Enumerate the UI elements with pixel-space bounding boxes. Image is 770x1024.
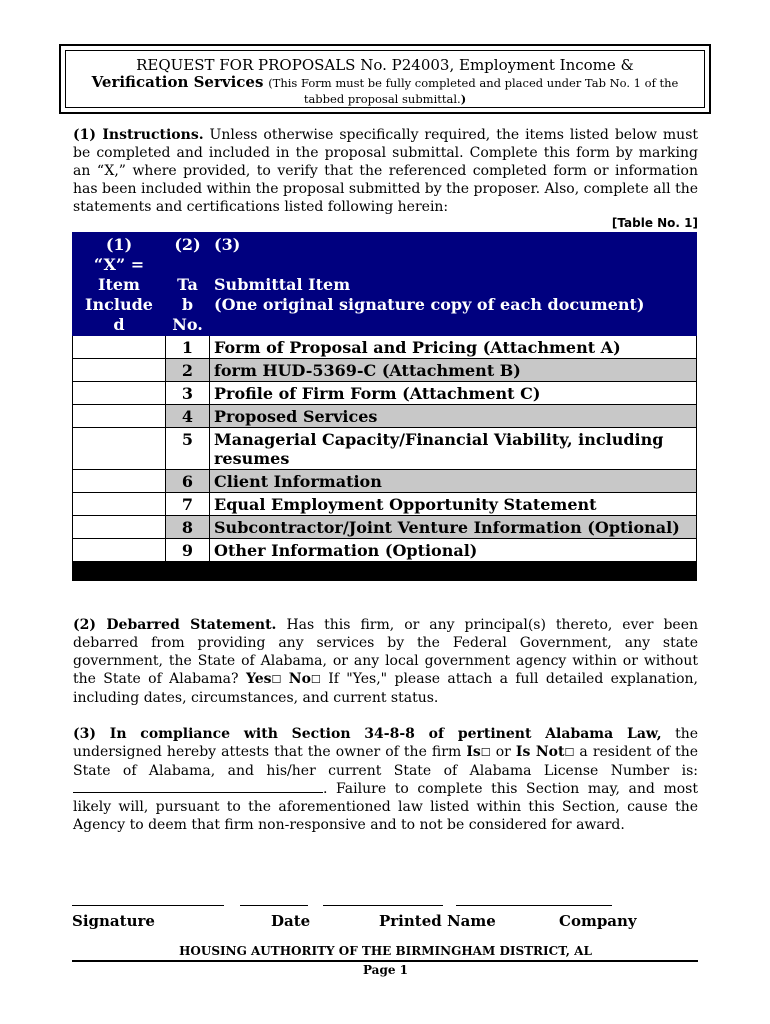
company-label: Company xyxy=(559,912,637,930)
company-line[interactable] xyxy=(456,905,612,906)
row-item: Other Information (Optional) xyxy=(210,539,697,562)
debarred-no-label: No xyxy=(288,671,311,687)
debarred-no-checkbox[interactable]: ☐ xyxy=(310,673,321,686)
compliance-is-label: Is xyxy=(466,744,481,760)
table-row xyxy=(73,493,697,516)
signature-label: Signature xyxy=(72,912,155,930)
table-row xyxy=(73,470,697,493)
row-item: Profile of Firm Form (Attachment C) xyxy=(210,382,697,405)
row-checkbox-cell[interactable] xyxy=(73,470,166,493)
header-col3-num: (3) xyxy=(214,235,241,254)
date-line[interactable] xyxy=(240,905,308,906)
instructions-text: Unless otherwise specifically required, the items listed below must be completed and included in the proposal submittal. Complete this form by marking an “X,” where provided, to verify that the referenced completed form or information has been included within the proposal submitted by the proposer. Also, complete all the statements and certifications listed following herein: xyxy=(73,127,699,215)
row-item: Proposed Services xyxy=(210,405,697,428)
compliance-is-not-label: Is Not xyxy=(515,744,565,760)
footer-organization: HOUSING AUTHORITY OF THE BIRMINGHAM DISTRICT, AL xyxy=(179,944,592,958)
header-col3-b: (One original signature copy of each document) xyxy=(214,295,645,314)
table-footer-cell xyxy=(73,562,697,581)
row-tab: 3 xyxy=(166,382,210,405)
signature-line[interactable] xyxy=(72,905,224,906)
header-col1-b: Item xyxy=(98,275,140,294)
row-checkbox-cell[interactable] xyxy=(73,336,166,359)
title-line-3-close: ) xyxy=(460,92,467,106)
header-col1-num: (1) xyxy=(105,235,133,254)
row-checkbox-cell[interactable] xyxy=(73,382,166,405)
row-checkbox-cell[interactable] xyxy=(73,405,166,428)
debarred-paragraph xyxy=(73,616,698,707)
title-line-2 xyxy=(66,74,704,92)
row-item: Equal Employment Opportunity Statement xyxy=(210,493,697,516)
row-item: Form of Proposal and Pricing (Attachment A) xyxy=(210,336,697,359)
signature-row xyxy=(72,905,697,935)
table-row xyxy=(73,382,697,405)
row-tab: 9 xyxy=(166,539,210,562)
header-col1-a: “X” = xyxy=(93,255,145,274)
row-checkbox-cell[interactable] xyxy=(73,359,166,382)
row-item: Client Information xyxy=(210,470,697,493)
title-service-name: Verification Services xyxy=(91,73,264,91)
table-label: [Table No. 1] xyxy=(611,216,698,230)
row-item: Managerial Capacity/Financial Viability, including resumes xyxy=(210,428,697,470)
header-col2-b: b xyxy=(181,295,194,314)
debarred-yes-label: Yes xyxy=(245,671,272,687)
row-tab: 2 xyxy=(166,359,210,382)
title-line-3 xyxy=(66,92,704,106)
title-line-1: REQUEST FOR PROPOSALS No. P24003, Employment Income & xyxy=(136,56,634,74)
title-note: (This Form must be fully completed and placed under Tab No. 1 of the xyxy=(268,76,679,90)
header-col2-c: No. xyxy=(172,315,203,334)
header-col-included xyxy=(73,233,166,336)
row-tab: 6 xyxy=(166,470,210,493)
footer-divider xyxy=(72,960,698,962)
row-tab: 1 xyxy=(166,336,210,359)
table-header-row xyxy=(73,233,697,336)
table-row xyxy=(73,359,697,382)
compliance-text-3: . Failure to complete this Section may, and most likely will, pursuant to the aforementioned law listed within this Section, cause the Agency to deem that firm non-responsive and to not be considered for award. xyxy=(73,781,698,833)
printed-name-label: Printed Name xyxy=(379,912,496,930)
header-col-item xyxy=(210,233,697,336)
row-item: Subcontractor/Joint Venture Information (Optional) xyxy=(210,516,697,539)
row-checkbox-cell[interactable] xyxy=(73,539,166,562)
printed-name-line[interactable] xyxy=(323,905,443,906)
compliance-or: or xyxy=(495,744,511,760)
debarred-text: Has this firm, or any principal(s) thereto, ever been debarred from providing any services by the Federal Government, any state government, the State of Alabama, or any local government agency within or without the State of Alabama? xyxy=(73,617,699,687)
row-checkbox-cell[interactable] xyxy=(73,516,166,539)
table-row xyxy=(73,539,697,562)
compliance-text-2: a resident of the State of Alabama, and his/her current State of Alabama License Number is: xyxy=(73,744,699,779)
row-checkbox-cell[interactable] xyxy=(73,428,166,470)
debarred-yes-checkbox[interactable]: ☐ xyxy=(271,673,282,686)
table-row xyxy=(73,428,697,470)
table-footer-bar xyxy=(73,562,697,581)
header-col-tab xyxy=(166,233,210,336)
row-tab: 8 xyxy=(166,516,210,539)
title-box-inner xyxy=(65,50,705,108)
instructions-paragraph xyxy=(73,126,698,216)
title-box xyxy=(59,44,711,114)
debarred-text-2: If "Yes," please attach a full detailed explanation, including dates, circumstances, and current status. xyxy=(73,671,699,706)
row-tab: 7 xyxy=(166,493,210,516)
row-tab: 4 xyxy=(166,405,210,428)
header-col2-a: Ta xyxy=(177,275,198,294)
header-col1-c: Include xyxy=(85,295,153,314)
submittal-table xyxy=(72,232,697,581)
compliance-heading: (3) In compliance with Section 34-8-8 of pertinent Alabama Law, xyxy=(73,726,662,742)
compliance-paragraph xyxy=(73,725,698,834)
page-number: Page 1 xyxy=(362,963,409,977)
title-line-3-text: tabbed proposal submittal. xyxy=(303,92,461,106)
row-checkbox-cell[interactable] xyxy=(73,493,166,516)
license-number-field[interactable] xyxy=(73,780,323,793)
header-col2-num: (2) xyxy=(174,235,201,254)
debarred-heading: (2) Debarred Statement. xyxy=(73,617,277,633)
table-row xyxy=(73,336,697,359)
row-item: form HUD-5369-C (Attachment B) xyxy=(210,359,697,382)
header-col1-d: d xyxy=(113,315,125,334)
row-tab: 5 xyxy=(166,428,210,470)
compliance-is-not-checkbox[interactable]: ☐ xyxy=(564,746,575,759)
compliance-is-checkbox[interactable]: ☐ xyxy=(480,746,491,759)
date-label: Date xyxy=(271,912,311,930)
header-col3-a: Submittal Item xyxy=(214,275,351,294)
compliance-text-1: the undersigned hereby attests that the owner of the firm xyxy=(73,726,698,760)
table-row xyxy=(73,405,697,428)
table-row xyxy=(73,516,697,539)
instructions-heading: (1) Instructions. xyxy=(73,127,204,143)
